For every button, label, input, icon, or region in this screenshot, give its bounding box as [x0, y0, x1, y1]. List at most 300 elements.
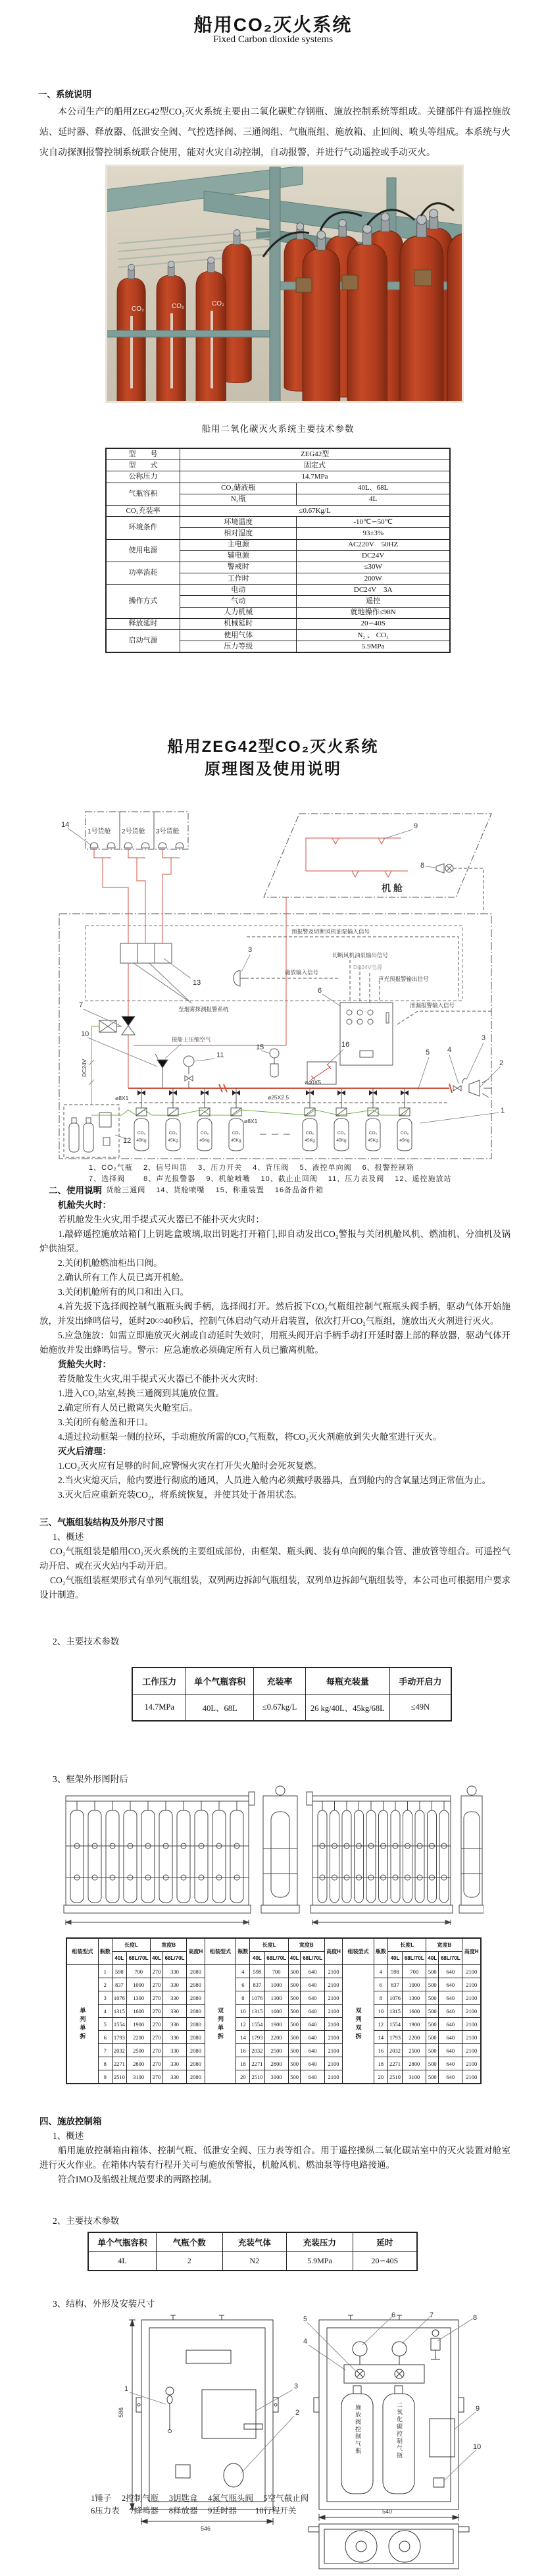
table-cell: 68L/70L	[162, 1952, 186, 1965]
table-cell: 68L/70L	[264, 1952, 288, 1965]
signal-top-label: 预报警及切断风机油泵输入信号	[291, 928, 370, 935]
section4-paragraph: 符合IMO及船级社规范要求的两路控制。	[58, 2174, 218, 2184]
air-inlet-label: 接船上压缩空气	[172, 1036, 211, 1043]
table-cell: 640	[301, 1978, 324, 1991]
table-cell: 2100	[462, 2070, 481, 2084]
table-cell: 警戒时	[180, 562, 297, 573]
table-cell: 高度H	[324, 1938, 342, 1965]
table-cell: 双列双拆	[343, 1965, 374, 2084]
usage-line: 若机舱发生火灾,用手提式灭火器已不能扑灭火灾时：	[58, 1215, 264, 1224]
table-cell: 8	[374, 1991, 387, 2005]
bottle-weight-label: 45Kg	[305, 1138, 315, 1143]
signal-release-label: 施放输入信号	[285, 969, 319, 976]
bottle-weight-label: 45Kg	[231, 1138, 241, 1143]
weighing-device-icon	[270, 1049, 279, 1077]
table-cell: 10	[374, 2005, 387, 2018]
table-cell: 640	[301, 2057, 324, 2070]
bottle2-label: 二氧化碳控制气瓶	[396, 2402, 403, 2459]
alarm-signal-line	[453, 868, 484, 912]
table-cell: 气动	[180, 596, 297, 607]
table-cell: 500	[288, 2044, 301, 2057]
table-cell: 1600	[403, 2005, 426, 2018]
table-cell: 330	[162, 2005, 186, 2018]
table-cell: CO₂储液瓶	[180, 483, 297, 494]
table-cell: 操作方式	[106, 585, 180, 619]
table-cell: 598	[112, 1965, 126, 1978]
bottle-weight-label: 45Kg	[199, 1138, 210, 1143]
table-cell: 20∽40S	[353, 2252, 417, 2271]
frame-bottle	[379, 1810, 388, 1903]
table-cell: 气瓶容积	[106, 483, 180, 505]
usage-line: 3.关闭机舱所有的风口和出入口。	[58, 1287, 189, 1297]
frame-drawings	[62, 1785, 484, 1935]
table-cell: 2510	[387, 2070, 402, 2084]
table-cell: 500	[288, 1965, 301, 1978]
table-cell: 辅电源	[180, 550, 297, 562]
usage-line: 2.确认所有工作人员已离开机舱。	[58, 1273, 189, 1282]
table-cell: 5.9MPa	[297, 641, 450, 653]
table-cell: 1554	[250, 2018, 264, 2031]
table-cell: 1900	[126, 2018, 150, 2031]
frame-bottle	[70, 1810, 84, 1903]
callout-3: 3	[248, 946, 253, 954]
table-cell: 使用电源	[106, 539, 180, 562]
control-box-section	[39, 2115, 510, 2187]
table-cell: 2032	[112, 2044, 126, 2057]
section3-paragraph: CO₂气瓶组装框架形式有单列气瓶组装，双列两边拆卸气瓶组装，双列单边拆卸气瓶组装等，本公司也可根据用户要求设计制造。	[39, 1575, 510, 1600]
table-cell: 640	[301, 2044, 324, 2057]
table-cell: 释放延时	[106, 618, 180, 629]
table-cell: 2271	[250, 2057, 264, 2070]
box-callout-8: 8	[473, 2314, 478, 2322]
table-cell: 14	[374, 2031, 387, 2044]
frame-bottle	[230, 1810, 243, 1903]
alarm-control-box	[340, 1003, 393, 1065]
callout-3b: 3	[482, 1034, 486, 1042]
table-cell: 14.7MPa	[132, 1695, 186, 1722]
table-cell: 640	[439, 2031, 462, 2044]
bottle-co2-label: CO₂	[168, 1131, 178, 1136]
callout-1: 1	[501, 1107, 505, 1115]
table-cell: 单个气瓶容积	[186, 1668, 254, 1695]
table-cell: 5	[98, 2018, 112, 2031]
table-cell: 2100	[462, 1978, 481, 1991]
table-cell: 2080	[187, 2031, 205, 2044]
table-cell: 640	[301, 1991, 324, 2005]
table-cell: 640	[301, 2005, 324, 2018]
callout-9: 9	[414, 822, 418, 830]
table-cell: 充装率	[254, 1668, 306, 1695]
table-cell: ZEG42型	[180, 448, 450, 460]
usage-line: 2.当火灾熄灭后，舱内要进行彻底的通风，人员进入舱内必须戴呼吸器具，直到舱内的含氧量达到正常值为止。	[58, 1475, 491, 1485]
table-cell: 2080	[187, 2018, 205, 2031]
table-cell: 2100	[462, 2031, 481, 2044]
table-cell: 1000	[126, 1978, 150, 1991]
table-cell: 相对湿度	[180, 528, 297, 539]
table-cell: 9	[98, 2070, 112, 2084]
table-cell: 2100	[324, 2057, 342, 2070]
station-internals	[69, 1113, 111, 1152]
photo-illustration	[105, 165, 464, 403]
table-cell: 1600	[264, 2005, 288, 2018]
table-cell: 2100	[324, 2018, 342, 2031]
table-cell: 1076	[250, 1991, 264, 2005]
table-cell: 20	[236, 2070, 250, 2084]
assembly-section	[39, 1515, 510, 1602]
table-cell: 2100	[324, 1991, 342, 2005]
co2-bottle-group	[397, 1088, 412, 1151]
table-cell: ≤0.67Kg/L	[180, 505, 450, 516]
callout-5: 5	[426, 1049, 430, 1057]
table-cell: 1076	[112, 1991, 126, 2005]
table-cell: 68L/70L	[126, 1952, 150, 1965]
dc24v-label: DC24V	[81, 1059, 87, 1077]
schematic-title-line1: 船用ZEG42型CO₂灭火系统	[167, 738, 379, 756]
table-cell: 40L	[250, 1952, 264, 1965]
table-cell: N2	[222, 2252, 287, 2271]
table-cell: 3100	[126, 2070, 150, 2084]
table-cell: 2080	[187, 2057, 205, 2070]
table-cell: DC24V 3A	[297, 585, 450, 596]
bottle-co2-label: CO₂	[337, 1131, 346, 1136]
schematic-title	[0, 736, 546, 781]
table-cell: 12	[374, 2018, 387, 2031]
hold-nozzles	[90, 843, 184, 848]
frame-bottle	[391, 1810, 400, 1903]
table-cell: 2032	[387, 2044, 402, 2057]
table-cell: 700	[403, 1965, 426, 1978]
frame-drawings-svg	[62, 1785, 484, 1932]
callout-14: 14	[61, 821, 70, 829]
table-cell: 640	[439, 2057, 462, 2070]
three-way-valve-group	[120, 943, 172, 963]
page-title: 船用CO₂灭火系统	[193, 14, 353, 35]
table-cell: 26 kg/40L、45kg/68L	[306, 1695, 390, 1722]
co2-mark: CO₂	[212, 300, 224, 307]
page-subtitle: Fixed Carbon dioxide systems	[212, 34, 334, 45]
table-cell: 330	[162, 2057, 186, 2070]
usage-line: 3.灭火后应重新充装CO₂，将系统恢复，并使其处于备用状态。	[58, 1490, 303, 1500]
signal-lines	[245, 937, 491, 1026]
table-cell: 270	[151, 1965, 163, 1978]
table-cell: 500	[288, 2070, 301, 2084]
table-cell: 环境条件	[106, 517, 180, 539]
table-cell: 1793	[250, 2031, 264, 2044]
table-cell: 2100	[462, 1965, 481, 1978]
table-cell: 1315	[250, 2005, 264, 2018]
callout-15: 15	[256, 1043, 264, 1051]
table-cell: ≤0.67kg/L	[254, 1695, 306, 1722]
table-cell: 2100	[324, 2044, 342, 2057]
table-cell: 500	[426, 2044, 439, 2057]
callout-13: 13	[193, 979, 201, 987]
table-cell: 2100	[324, 2005, 342, 2018]
table-cell: 主电源	[180, 539, 297, 550]
usage-line: 4.通过拉动框架一侧的拉环，手动施放所需的CO₂气瓶数，将CO₂灭火剂施放到失火舱室进行灭火。	[58, 1432, 442, 1442]
table-cell: 5.9MPa	[287, 2252, 353, 2271]
table-cell: CO₂充装率	[106, 505, 180, 516]
table-cell: 功率消耗	[106, 562, 180, 584]
bottle-weight-label: 45Kg	[368, 1138, 378, 1143]
table-cell: 270	[151, 2044, 163, 2057]
usage-sub1: 机舱失火时：	[58, 1200, 111, 1210]
table-cell: 3100	[264, 2070, 288, 2084]
table-cell: 3	[98, 1991, 112, 2005]
table-cell: 330	[162, 1965, 186, 1978]
co2-room-boundary	[59, 914, 491, 1159]
table-cell: 330	[162, 2044, 186, 2057]
table-cell: 500	[426, 2070, 439, 2084]
table-cell: 1315	[112, 2005, 126, 2018]
table-cell: 使用气体	[180, 630, 297, 641]
callout-10: 10	[81, 1030, 89, 1038]
table-cell: 8	[98, 2057, 112, 2070]
control-box-svg	[36, 2312, 510, 2572]
section4-heading: 四、施放控制箱	[39, 2116, 102, 2126]
control-gas-lines	[89, 1026, 407, 1115]
table-cell: 700	[126, 1965, 150, 1978]
table-cell: 2032	[250, 2044, 264, 2057]
table-cell: 宽度B	[151, 1938, 187, 1952]
schematic-svg	[23, 808, 523, 1161]
table-cell: 2100	[462, 2005, 481, 2018]
table-cell: 充装压力	[287, 2232, 353, 2252]
table-cell: 640	[301, 2018, 324, 2031]
table-cell: 组装型式	[66, 1938, 98, 1965]
section4-paragraph: 船用施放控制箱由箱体、控制气瓶、低泄安全阀、压力表等组合。用于遥控操纵二氧化碳站室中的灭火装置对舱室进行灭火作业。在箱体内装有行程开关可与施放预警报，机舱风机、燃油泵等待电路接通。	[39, 2145, 510, 2170]
schematic-title-line2: 原理图及使用说明	[205, 760, 341, 778]
usage-heading: 二、使用说明	[49, 1186, 102, 1196]
hold-label: 1号货舱	[87, 828, 111, 835]
table-cell: 40L	[387, 1952, 402, 1965]
table-cell: 4L	[297, 494, 450, 505]
frame-bottle	[439, 1810, 449, 1903]
co2-bottle-group	[303, 1088, 317, 1151]
table-cell: 640	[439, 2070, 462, 2084]
frame-dimension-table	[66, 1937, 482, 2084]
legend-line: 13、货舱三通阀 14、货舱喷嘴 15、称重装置 16备品备件箱	[89, 1186, 324, 1194]
table-cell: 837	[387, 1978, 402, 1991]
table-cell: 640	[301, 1965, 324, 1978]
engine-piping	[134, 838, 408, 1045]
box-callout-3: 3	[294, 2382, 299, 2390]
table-cell: 8	[236, 1991, 250, 2005]
table-cell: 40L	[112, 1952, 126, 1965]
co2-mark: CO₂	[132, 305, 144, 313]
table-cell: 330	[162, 1978, 186, 1991]
table-cell: 2	[98, 1978, 112, 1991]
table-cell: 330	[162, 2031, 186, 2044]
system-schematic	[23, 808, 523, 1164]
table-cell: 330	[162, 2018, 186, 2031]
bottle-co2-label: CO₂	[368, 1131, 378, 1136]
table-cell: 单个气瓶容积	[88, 2232, 157, 2252]
callout-16: 16	[341, 1041, 350, 1049]
dim-546: 546	[201, 2525, 211, 2532]
section1-heading: 一、系统说明	[38, 90, 91, 99]
table-cell: 2271	[112, 2057, 126, 2070]
table-cell: 压力等级	[180, 641, 297, 653]
table-cell: 6	[374, 1978, 387, 1991]
table-cell: 2500	[126, 2044, 150, 2057]
hold-label: 3号货舱	[156, 828, 180, 835]
table1-caption: 船用二氧化碳灭火系统主要技术参数	[201, 424, 355, 434]
table-cell: 高度H	[462, 1938, 481, 1965]
frame-bottle	[159, 1810, 172, 1903]
cylinder-room-photo	[105, 165, 464, 406]
table-cell: 2080	[187, 1978, 205, 1991]
control-box-drawings	[36, 2312, 510, 2575]
co2-bottle-group	[229, 1088, 243, 1151]
bottle-weight-label: 45Kg	[399, 1138, 410, 1143]
table-cell: 长度L	[250, 1938, 289, 1952]
table-cell: 2100	[462, 2018, 481, 2031]
table-cell: 500	[288, 1991, 301, 2005]
table-cell: 500	[288, 2005, 301, 2018]
box-callout-10: 10	[473, 2443, 482, 2451]
table-cell: 500	[426, 2018, 439, 2031]
table-cell: 1554	[112, 2018, 126, 2031]
selector-valve	[99, 1016, 135, 1035]
section4-sub2: 2、主要技术参数	[53, 2216, 120, 2226]
frame-bottle	[124, 1810, 137, 1903]
section3-heading: 三、气瓶组装结构及外形尺寸图	[39, 1517, 164, 1527]
table-cell: 598	[250, 1965, 264, 1978]
table-cell: 2100	[462, 2057, 481, 2070]
table-cell: 2510	[250, 2070, 264, 2084]
co2-bottle-group	[166, 1088, 180, 1151]
table-cell: 瓶数	[98, 1938, 112, 1965]
table-cell: 启动气源	[106, 630, 180, 653]
table-cell: 组装型式	[343, 1938, 374, 1965]
table-cell: 2080	[187, 1965, 205, 1978]
frame-bottle	[355, 1810, 364, 1903]
section3-sub3: 3、框架外形图附后	[53, 1774, 128, 1784]
hold-piping	[94, 849, 180, 943]
table-cell: 40L、68L	[297, 483, 450, 494]
table-cell: 270	[151, 2018, 163, 2031]
table-cell: 2	[157, 2252, 223, 2271]
table-cell: 双列单拆	[205, 1965, 236, 2084]
table-cell: N₂瓶	[180, 494, 297, 505]
section3-sub2: 2、主要技术参数	[53, 1637, 120, 1646]
signal-cut-label: 切断风机油泵输出信号	[332, 952, 389, 959]
table-cell: 宽度B	[426, 1938, 462, 1952]
table-cell: 瓶数	[374, 1938, 387, 1965]
table-cell: 2500	[403, 2044, 426, 2057]
table-cell: 3100	[403, 2070, 426, 2084]
stop-check-valve-icon	[155, 1054, 168, 1088]
table-cell: 500	[426, 1965, 439, 1978]
table-cell: 4L	[88, 2252, 157, 2271]
table-cell: 人力机械	[180, 607, 297, 618]
table-cell: 640	[439, 2044, 462, 2057]
table-cell: 气瓶个数	[157, 2232, 223, 2252]
table-cell: 40L、68L	[186, 1695, 254, 1722]
section4-sub1: 1、概述	[53, 2131, 84, 2141]
frame-bottle	[88, 1810, 101, 1903]
box-callout-4: 4	[303, 2338, 308, 2346]
pressure-switch-icon	[234, 970, 245, 986]
usage-line: 若货舱发生火灾,用手提式灭火器已不能扑灭火灾时:	[58, 1374, 259, 1384]
table-cell: 330	[162, 1991, 186, 2005]
usage-sub3: 灭火后清理：	[58, 1446, 111, 1456]
table-cell: 1793	[112, 2031, 126, 2044]
co2-mark: CO₂	[172, 303, 184, 310]
table-cell: 16	[236, 2044, 250, 2057]
co2-bottle-group	[366, 1088, 380, 1151]
frame-bottle	[141, 1810, 155, 1903]
table-cell: 机械延时	[180, 618, 297, 629]
legend-line: 7、选择阀 8、声光报警器 9、机舱喷嘴 10、截止止回阀 11、压力表及阀 12、遥控施放站	[89, 1175, 452, 1183]
table-cell: 高度H	[187, 1938, 205, 1965]
usage-line: 2.确定所有人员已撤离失火舱室后。	[58, 1403, 198, 1413]
pressure-gauge-icon	[184, 1056, 194, 1088]
table-cell: 固定式	[180, 460, 450, 471]
table-cell: 2100	[324, 2070, 342, 2084]
table-cell: 500	[288, 2057, 301, 2070]
table-cell: 640	[439, 1978, 462, 1991]
table-cell: 延时	[353, 2232, 417, 2252]
table-cell: 充装气体	[222, 2232, 287, 2252]
table-cell: 2100	[324, 1965, 342, 1978]
table-cell: 837	[250, 1978, 264, 1991]
callout-2: 2	[499, 1059, 504, 1067]
table-cell: 640	[301, 2070, 324, 2084]
box-callout-2: 2	[295, 2409, 300, 2417]
table-cell: 环境温度	[180, 517, 297, 528]
table-cell: 270	[151, 2070, 163, 2084]
table-cell: 1300	[126, 1991, 150, 2005]
control-box-parameters-table	[87, 2232, 418, 2271]
box-legend-line: 1锤子 2控制气瓶 3钥匙盒 4氮气瓶头阀 5空气截止阀	[91, 2494, 309, 2503]
table-cell: 6	[236, 1978, 250, 1991]
frame-bottle	[403, 1810, 412, 1903]
table-cell: 500	[426, 1978, 439, 1991]
table-cell: 270	[151, 1991, 163, 2005]
table-cell: 40L	[426, 1952, 439, 1965]
table-cell: 640	[301, 2031, 324, 2044]
table-cell: 18	[236, 2057, 250, 2070]
table-cell: 640	[439, 2018, 462, 2031]
bottle-co2-label: CO₂	[400, 1131, 409, 1136]
table-cell: 1	[98, 1965, 112, 1978]
usage-line: 3.关闭所有舱盖和开口。	[58, 1417, 154, 1427]
callout-8: 8	[420, 862, 425, 870]
table-cell: 瓶数	[236, 1938, 250, 1965]
pipe8-label: ø8X1	[115, 1095, 129, 1101]
table-cell: 1300	[264, 1991, 288, 2005]
table-cell: 270	[151, 2031, 163, 2044]
hold-label: 2号货舱	[122, 828, 145, 835]
table-cell: 2800	[264, 2057, 288, 2070]
table-cell: 68L/70L	[439, 1952, 462, 1965]
section3-sub1: 1、概述	[53, 1532, 84, 1542]
box-callout-5: 5	[303, 2315, 308, 2323]
table-cell: AC220V 50HZ	[297, 539, 450, 550]
table-cell: 1315	[387, 2005, 402, 2018]
table-cell: 18	[374, 2057, 387, 2070]
co2-bottle-group	[334, 1088, 349, 1151]
table-cell: N₂ 、 CO₂	[297, 630, 450, 641]
frame-bottle	[415, 1810, 424, 1903]
table-cell: 2100	[324, 1978, 342, 1991]
table-cell: 12	[236, 2018, 250, 2031]
pipe25-label: ø25X2.5	[268, 1094, 289, 1101]
table-cell: 2200	[126, 2031, 150, 2044]
table-cell: 837	[112, 1978, 126, 1991]
table-cell: 7	[98, 2044, 112, 2057]
